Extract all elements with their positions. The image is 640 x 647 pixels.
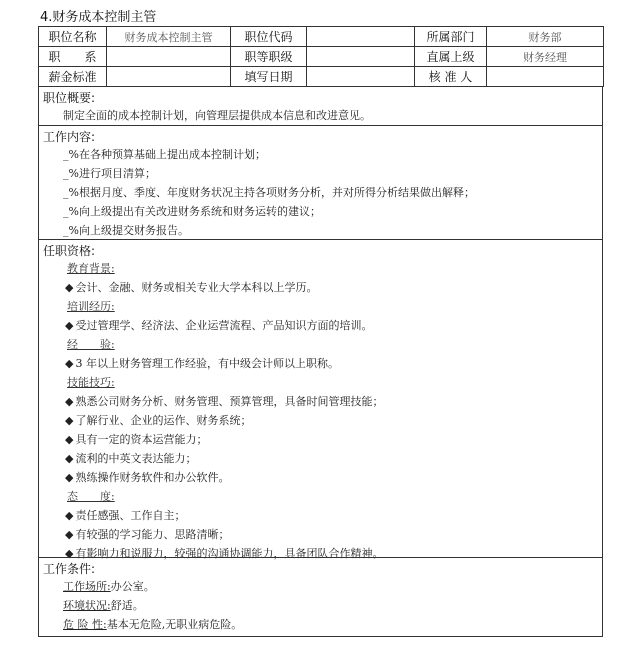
overview-section <box>38 86 603 126</box>
field-value <box>107 47 231 67</box>
duty-item: _%向上级提出有关改进财务系统和财务运转的建议； <box>63 205 321 218</box>
condition-key: 危 险 性: <box>63 618 107 631</box>
field-label: 薪金标准 <box>39 67 107 87</box>
field-label: 职位代码 <box>231 27 307 47</box>
duty-item: _%向上级提交财务报告。 <box>63 224 189 237</box>
duty-item: _%根据月度、季度、年度财务状况主持各项财务分析，并对所得分析结果做出解释； <box>63 186 475 199</box>
qualification-item: ◆ 有较强的学习能力、思路清晰； <box>39 525 602 544</box>
condition-value: 办公室。 <box>110 580 155 593</box>
header-table <box>38 26 604 87</box>
condition-key: 工作场所: <box>63 580 111 593</box>
qualification-group-label: 态 度: <box>67 490 115 503</box>
conditions-section <box>38 557 603 637</box>
condition-value: 基本无危险,无职业病危险。 <box>106 618 243 631</box>
header-row <box>39 67 604 87</box>
qualification-item: ◆ 会计、金融、财务或相关专业大学本科以上学历。 <box>39 278 602 297</box>
qualification-item: ◆ 流利的中英文表达能力； <box>39 449 602 468</box>
qualification-item: ◆ 责任感强、工作自主； <box>39 506 602 525</box>
duty-item: _%进行项目清算； <box>63 167 156 180</box>
field-value: 财务成本控制主管 <box>107 27 231 47</box>
condition-item <box>39 615 602 634</box>
field-value <box>307 47 415 67</box>
field-value <box>307 67 415 87</box>
qualification-item: ◆ 熟练操作财务软件和办公软件。 <box>39 468 602 487</box>
qualification-group-label: 技能技巧: <box>67 376 115 389</box>
overview-text: 制定全面的成本控制计划，向管理层提供成本信息和改进意见。 <box>63 109 371 122</box>
qualification-item: ◆ 了解行业、企业的运作、财务系统； <box>39 411 602 430</box>
overview-title: 职位概要: <box>43 91 96 105</box>
field-label: 职等职级 <box>231 47 307 67</box>
field-value: 财务经理 <box>487 47 604 67</box>
field-label: 核 准 人 <box>415 67 487 87</box>
field-label: 职位名称 <box>39 27 107 47</box>
field-value <box>487 67 604 87</box>
header-row <box>39 47 604 67</box>
qualification-item: ◆ 受过管理学、经济法、企业运营流程、产品知识方面的培训。 <box>39 316 602 335</box>
qualification-group-label: 教育背景: <box>67 262 115 275</box>
field-value <box>107 67 231 87</box>
condition-item <box>39 596 602 615</box>
field-label: 职 系 <box>39 47 107 67</box>
duty-item: _%在各种预算基础上提出成本控制计划； <box>63 148 266 161</box>
qualification-group-label: 培训经历: <box>67 300 115 313</box>
qualifications-title: 任职资格: <box>43 244 96 258</box>
page-title: 4.财务成本控制主管 <box>40 10 157 25</box>
qualification-item: ◆ 具有一定的资本运营能力； <box>39 430 602 449</box>
field-label: 所属部门 <box>415 27 487 47</box>
field-label: 直属上级 <box>415 47 487 67</box>
qualification-item: ◆ 3 年以上财务管理工作经验，有中级会计师以上职称。 <box>39 354 602 373</box>
qualification-group-label: 经 验: <box>67 338 115 351</box>
field-value <box>307 27 415 47</box>
field-value: 财务部 <box>487 27 604 47</box>
duties-section <box>38 125 603 240</box>
conditions-title: 工作条件: <box>43 562 96 576</box>
field-label: 填写日期 <box>231 67 307 87</box>
condition-key: 环境状况: <box>63 599 111 612</box>
qualification-item: ◆ 熟悉公司财务分析、财务管理、预算管理，具备时间管理技能； <box>39 392 602 411</box>
duties-title: 工作内容: <box>43 130 96 144</box>
condition-item <box>39 577 602 596</box>
qualification-item: ◆ 有影响力和说服力，较强的沟通协调能力，具备团队合作精神。 <box>39 544 602 563</box>
qualifications-section <box>38 239 603 558</box>
condition-value: 舒适。 <box>110 599 144 612</box>
header-row <box>39 27 604 47</box>
